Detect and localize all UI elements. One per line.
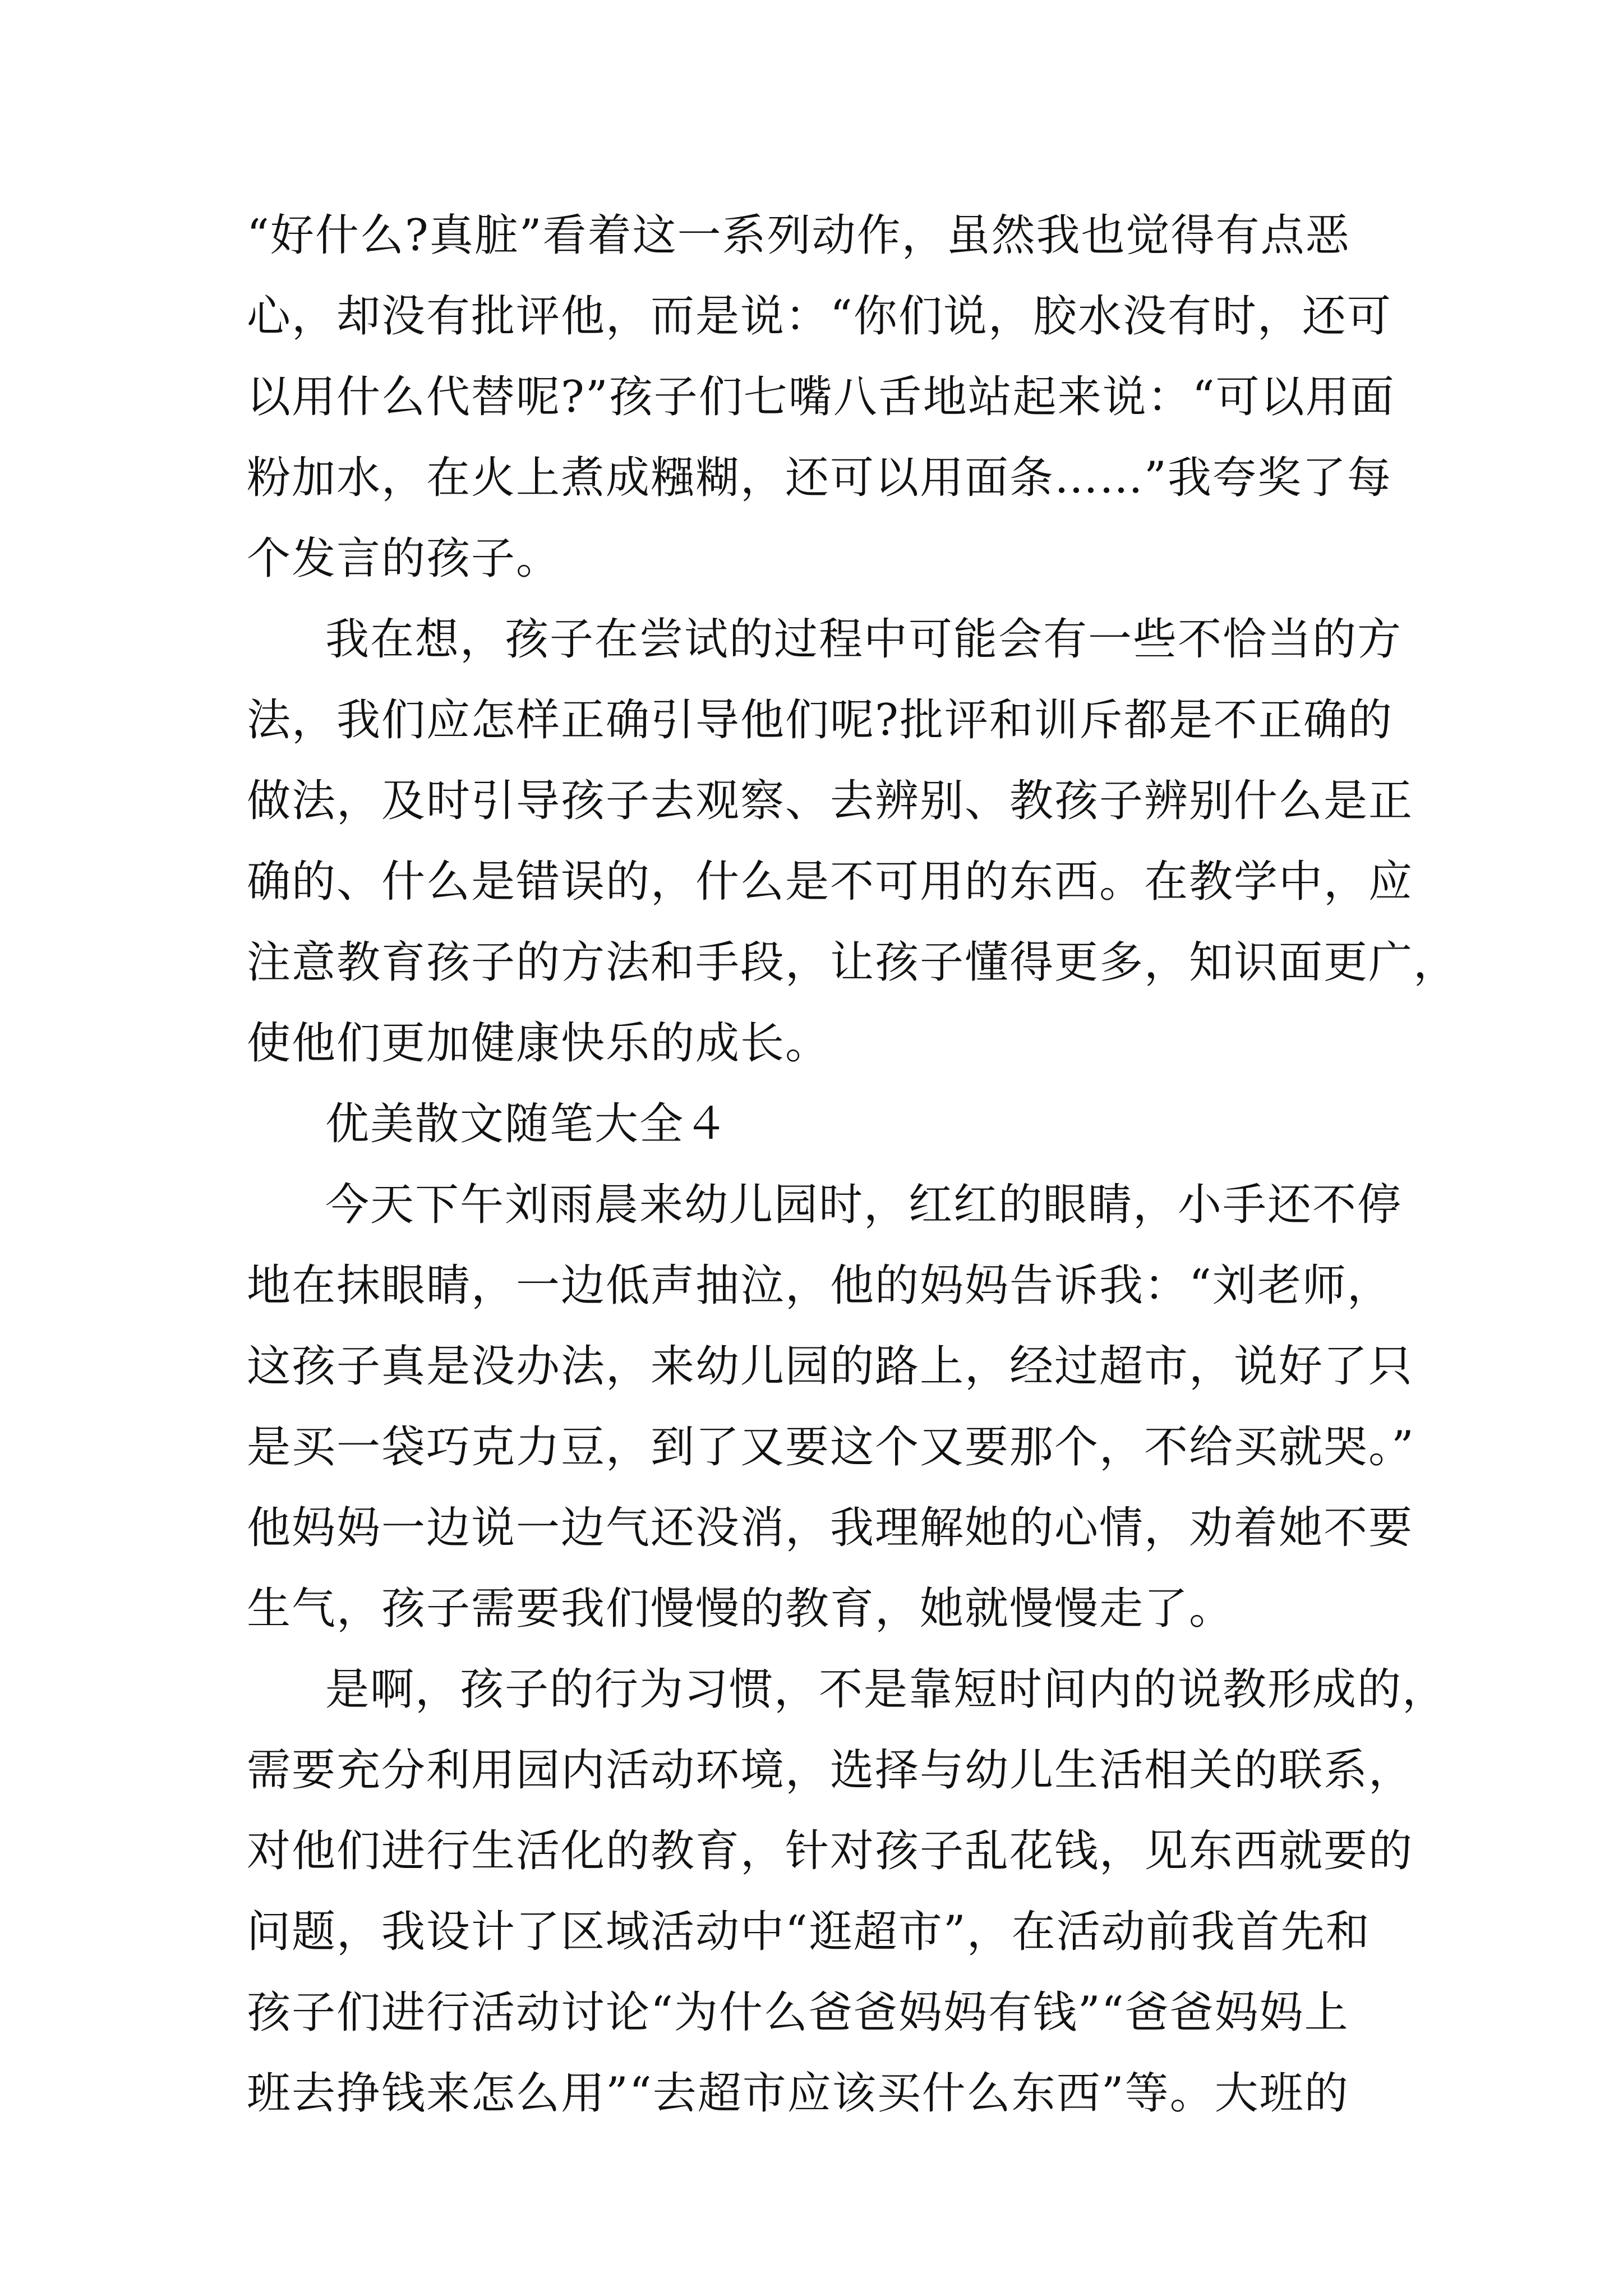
text-line: 地在抹眼睛，一边低声抽泣，他的妈妈告诉我：“刘老师， xyxy=(247,1260,1392,1311)
text-line: 是啊，孩子的行为习惯，不是靠短时间内的说教形成的， xyxy=(325,1664,1447,1715)
text-line: 以用什么代替呢?”孩子们七嘴八舌地站起来说：“可以用面 xyxy=(247,372,1395,422)
text-line: 今天下午刘雨晨来幼儿园时，红红的眼睛，小手还不停 xyxy=(325,1180,1403,1230)
text-line: 对他们进行生活化的教育，针对孩子乱花钱，见东西就要的 xyxy=(247,1826,1414,1876)
text-line: 生气，孩子需要我们慢慢的教育，她就慢慢走了。 xyxy=(247,1584,1234,1634)
text-line: 使他们更加健康快乐的成长。 xyxy=(247,1018,831,1069)
text-line: 他妈妈一边说一边气还没消，我理解她的心情，劝着她不要 xyxy=(247,1503,1414,1553)
text-line: 问题，我设计了区域活动中“逛超市”，在活动前我首先和 xyxy=(247,1907,1371,1957)
text-line: 确的、什么是错误的，什么是不可用的东西。在教学中，应 xyxy=(247,857,1414,907)
text-line: 粉加水，在火上煮成糨糊，还可以用面条……”我夸奖了每 xyxy=(247,453,1392,503)
section-heading: 优美散文随笔大全４ xyxy=(325,1099,730,1149)
text-line: 心，却没有批评他，而是说：“你们说，胶水没有时，还可 xyxy=(247,291,1392,342)
text-line: 法，我们应怎样正确引导他们呢?批评和训斥都是不正确的 xyxy=(247,695,1393,746)
text-line: 做法，及时引导孩子去观察、去辨别、教孩子辨别什么是正 xyxy=(247,776,1414,826)
text-line: 需要充分利用园内活动环境，选择与幼儿生活相关的联系， xyxy=(247,1745,1414,1796)
text-line: 是买一袋巧克力豆，到了又要这个又要那个，不给买就哭。” xyxy=(247,1422,1415,1473)
text-line: 孩子们进行活动讨论“为什么爸爸妈妈有钱”“爸爸妈妈上 xyxy=(247,1987,1349,2038)
text-line: “好什么?真脏”看着这一系列动作，虽然我也觉得有点恶 xyxy=(247,210,1350,261)
text-line: 班去挣钱来怎么用”“去超市应该买什么东西”等。大班的 xyxy=(247,2068,1349,2119)
text-line: 这孩子真是没办法，来幼儿园的路上，经过超市，说好了只 xyxy=(247,1341,1414,1392)
text-line: 我在想，孩子在尝试的过程中可能会有一些不恰当的方 xyxy=(325,614,1403,665)
text-line: 个发言的孩子。 xyxy=(247,533,561,584)
text-line: 注意教育孩子的方法和手段，让孩子懂得更多，知识面更广， xyxy=(247,937,1459,988)
